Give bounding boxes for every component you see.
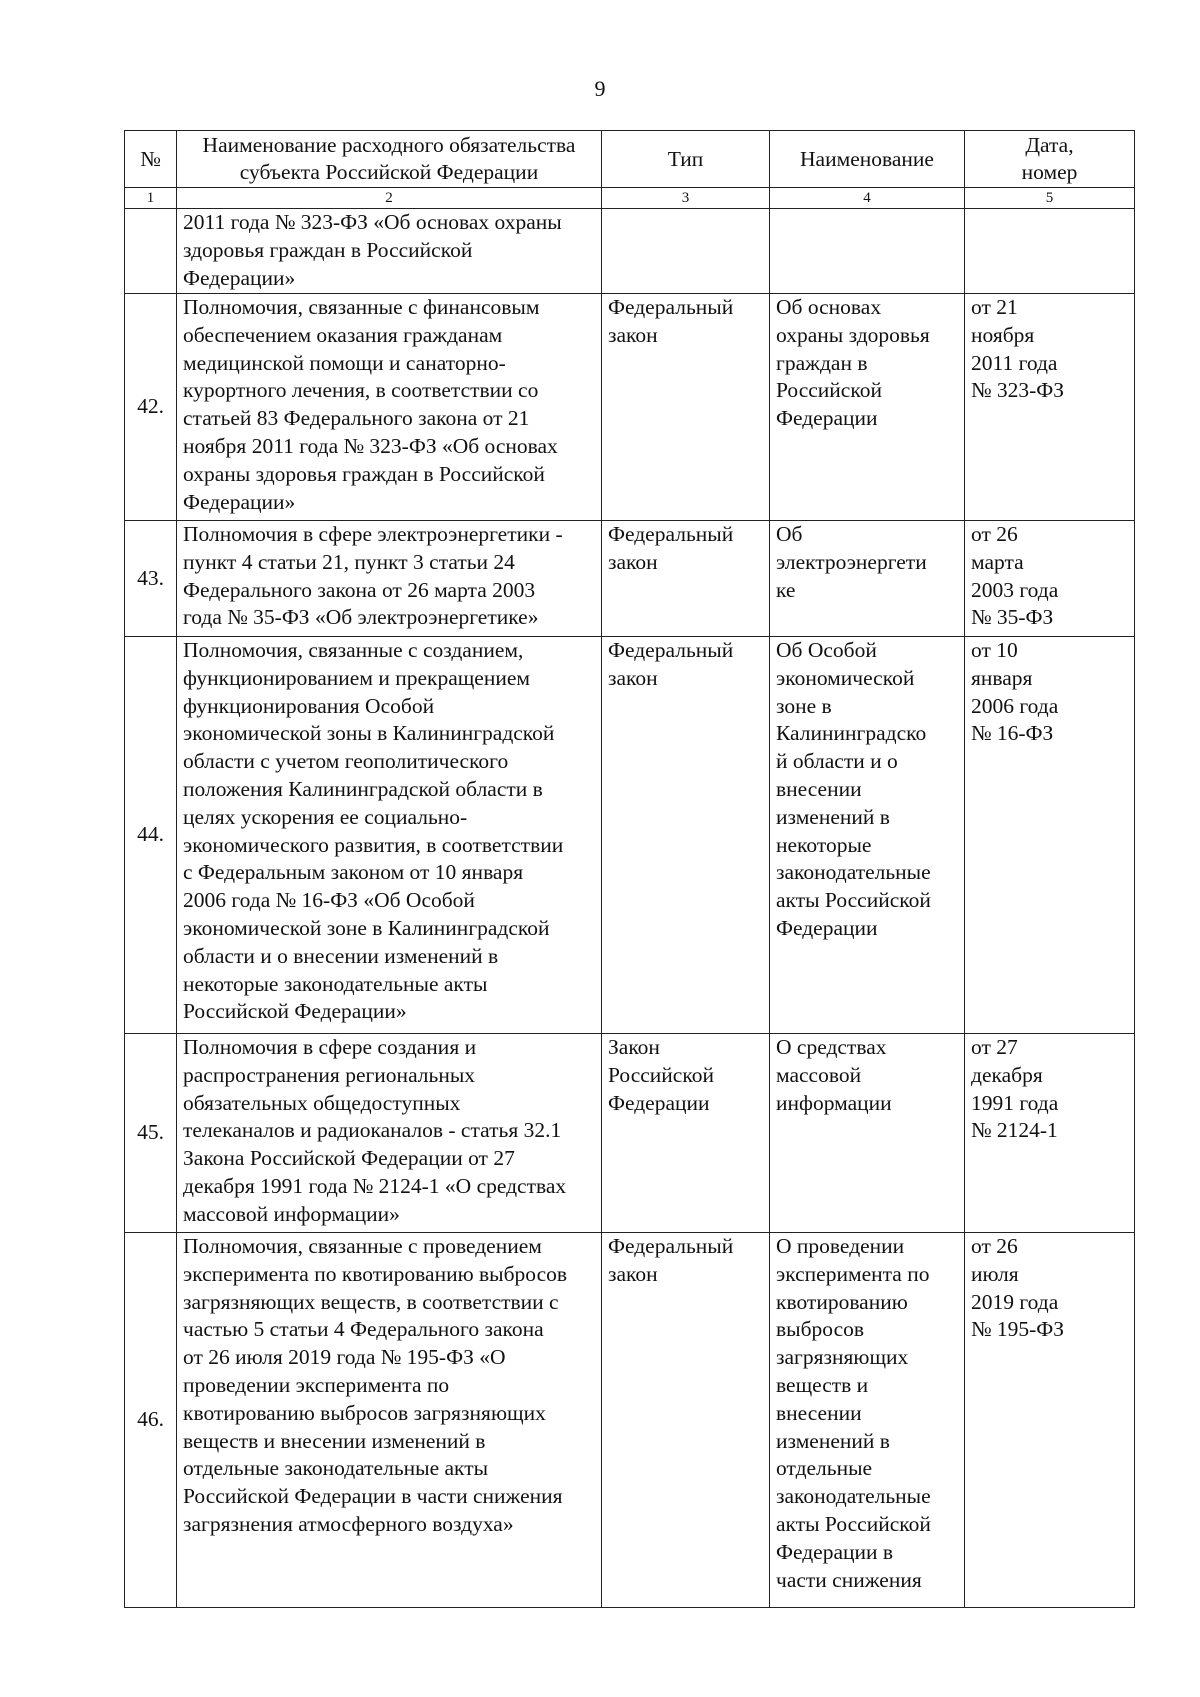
cell-line: квотированию выбросов загрязняющих — [183, 1400, 546, 1425]
header-date-line: Дата, — [1025, 133, 1074, 157]
cell-line: курортного лечения, в соответствии со — [183, 378, 539, 403]
table-row — [125, 521, 1135, 637]
cell-line: Федерации» — [183, 265, 296, 290]
law-name — [770, 521, 965, 637]
obligations-table — [124, 130, 1135, 1608]
header-obligation-line: субъекта Российской Федерации — [239, 160, 539, 184]
cell-line: области с учетом геополитического — [183, 749, 509, 774]
cell-line: Полномочия, связанные с проведением — [183, 1234, 542, 1258]
cell-line: Федерации в — [776, 1539, 894, 1564]
cell-line: марта — [971, 549, 1024, 574]
cell-line: акты Российской — [776, 888, 931, 913]
cell-line: загрязняющих — [776, 1345, 909, 1370]
cell-line: июля — [971, 1261, 1019, 1286]
cell-line: от 10 — [971, 638, 1018, 662]
table-header-row — [125, 131, 1135, 188]
cell-line: выбросов — [776, 1317, 865, 1342]
cell-line: 2006 года № 16-ФЗ «Об Особой — [183, 888, 475, 913]
cell-line: статьей 83 Федерального закона от 21 — [183, 406, 530, 431]
header-number: № — [125, 131, 177, 188]
header-obligation-line: Наименование расходного обязательства — [202, 133, 576, 157]
cell-line: массовой — [776, 1062, 862, 1087]
law-date-number — [965, 637, 1135, 1034]
cell-line: ноября — [971, 322, 1035, 347]
column-number-row — [125, 188, 1135, 209]
cell-line: некоторые законодательные акты — [183, 971, 488, 996]
cell-line: от 26 июля 2019 года № 195-ФЗ «О — [183, 1345, 506, 1370]
cell-line: Российской Федерации в части снижения — [183, 1484, 563, 1509]
cell-line: закон — [608, 549, 658, 574]
cell-line: Российской — [776, 378, 882, 403]
cell-line: Федерации — [608, 1090, 710, 1115]
cell-line: й области и о — [776, 749, 898, 774]
cell-line: 2011 года — [971, 350, 1058, 375]
cell-line: от 27 — [971, 1035, 1018, 1059]
cell-line: Федеральный — [608, 295, 734, 319]
cell-line: Полномочия, связанные с созданием, — [183, 638, 524, 662]
law-date-number — [965, 521, 1135, 637]
law-date-number — [965, 294, 1135, 521]
obligation-description — [177, 637, 602, 1034]
cell-line: 2006 года — [971, 693, 1059, 718]
row-number: 45. — [125, 1034, 177, 1233]
cell-line: Федеральный — [608, 638, 734, 662]
cell-line: ноября 2011 года № 323-ФЗ «Об основах — [183, 433, 558, 458]
cell-line: 2003 года — [971, 577, 1059, 602]
cell-line: закон — [608, 1261, 658, 1286]
page-number: 9 — [594, 76, 606, 101]
cell-line: охраны здоровья граждан в Российской — [183, 461, 545, 486]
cell-line: Полномочия, связанные с финансовым — [183, 295, 540, 319]
cell-line: загрязнения атмосферного воздуха» — [183, 1511, 514, 1536]
law-date-number — [965, 209, 1135, 294]
cell-line: ке — [776, 577, 796, 602]
table-row — [125, 637, 1135, 1034]
cell-line: Закон — [608, 1035, 660, 1059]
cell-line: № 35-ФЗ — [971, 605, 1054, 630]
cell-line: загрязняющих веществ, в соответствии с — [183, 1289, 559, 1314]
cell-line: частью 5 статьи 4 Федерального закона — [183, 1317, 544, 1342]
cell-line: некоторые — [776, 832, 872, 857]
cell-line: Об — [776, 522, 803, 546]
cell-line: эксперимента по квотированию выбросов — [183, 1261, 568, 1286]
cell-line: Федерации» — [183, 489, 296, 514]
cell-line: части снижения — [776, 1567, 922, 1592]
column-number: 5 — [965, 188, 1135, 209]
cell-line: Федерации — [776, 406, 878, 431]
cell-line: функционированием и прекращением — [183, 665, 530, 690]
cell-line: закон — [608, 322, 658, 347]
cell-line: декабря — [971, 1062, 1043, 1087]
header-date-line: номер — [1021, 160, 1078, 184]
header-type: Тип — [602, 131, 770, 188]
cell-line: законодательные — [776, 860, 931, 885]
law-date-number — [965, 1034, 1135, 1233]
cell-line: Федерации — [776, 915, 878, 940]
cell-line: Полномочия в сфере создания и — [183, 1035, 477, 1059]
cell-line: Федеральный — [608, 522, 734, 546]
cell-line: отдельные законодательные акты — [183, 1456, 489, 1481]
row-number — [125, 209, 177, 294]
cell-line: экономической зоне в Калининградской — [183, 915, 550, 940]
cell-line: изменений в — [776, 804, 890, 829]
cell-line: Полномочия в сфере электроэнергетики - — [183, 522, 563, 546]
header-date-number — [965, 131, 1135, 188]
cell-line: здоровья граждан в Российской — [183, 237, 473, 262]
cell-line: экономической зоны в Калининградской — [183, 721, 555, 746]
law-name — [770, 1233, 965, 1608]
cell-line: области и о внесении изменений в — [183, 943, 499, 968]
cell-line: экономического развития, в соответствии — [183, 832, 564, 857]
cell-line: № 16-ФЗ — [971, 721, 1054, 746]
cell-line: законодательные — [776, 1484, 931, 1509]
column-number: 3 — [602, 188, 770, 209]
obligation-description — [177, 521, 602, 637]
cell-line: 2011 года № 323-ФЗ «Об основах охраны — [183, 210, 562, 234]
cell-line: с Федеральным законом от 10 января — [183, 860, 524, 885]
column-number: 1 — [125, 188, 177, 209]
cell-line: 2019 года — [971, 1289, 1059, 1314]
law-type — [602, 294, 770, 521]
obligation-description — [177, 1233, 602, 1608]
law-type — [602, 637, 770, 1034]
cell-line: от 26 — [971, 1234, 1018, 1258]
law-date-number — [965, 1233, 1135, 1608]
law-name — [770, 1034, 965, 1233]
law-name — [770, 209, 965, 294]
cell-line: обязательных общедоступных — [183, 1090, 461, 1115]
law-type — [602, 1233, 770, 1608]
cell-line: от 26 — [971, 522, 1018, 546]
cell-line: внесении — [776, 776, 862, 801]
obligation-description — [177, 209, 602, 294]
row-number: 44. — [125, 637, 177, 1034]
law-name — [770, 294, 965, 521]
cell-line: О проведении — [776, 1234, 905, 1258]
table-row — [125, 1233, 1135, 1608]
column-number: 4 — [770, 188, 965, 209]
cell-line: изменений в — [776, 1428, 890, 1453]
cell-line: проведении эксперимента по — [183, 1372, 450, 1397]
table-row — [125, 294, 1135, 521]
cell-line: закон — [608, 665, 658, 690]
table-row — [125, 1034, 1135, 1233]
cell-line: № 2124-1 — [971, 1118, 1058, 1143]
cell-line: Об основах — [776, 295, 882, 319]
cell-line: Калининградско — [776, 721, 927, 746]
cell-line: № 323-ФЗ — [971, 378, 1065, 403]
cell-line: Закона Российской Федерации от 27 — [183, 1146, 515, 1171]
row-number: 46. — [125, 1233, 177, 1608]
cell-line: функционирования Особой — [183, 693, 435, 718]
cell-line: Федеральный — [608, 1234, 734, 1258]
cell-line: охраны здоровья — [776, 322, 930, 347]
cell-line: веществ и — [776, 1372, 869, 1397]
cell-line: 1991 года — [971, 1090, 1059, 1115]
row-number: 42. — [125, 294, 177, 521]
column-number: 2 — [177, 188, 602, 209]
cell-line: медицинской помощи и санаторно- — [183, 350, 506, 375]
cell-line: массовой информации» — [183, 1201, 400, 1226]
law-name — [770, 637, 965, 1034]
cell-line: зоне в — [776, 693, 832, 718]
cell-line: электроэнергети — [776, 549, 927, 574]
obligation-description — [177, 1034, 602, 1233]
cell-line: граждан в — [776, 350, 868, 375]
cell-line: информации — [776, 1090, 892, 1115]
header-name: Наименование — [770, 131, 965, 188]
cell-line: отдельные — [776, 1456, 873, 1481]
cell-line: квотированию — [776, 1289, 908, 1314]
cell-line: экономической — [776, 665, 915, 690]
cell-line: января — [971, 665, 1033, 690]
law-type — [602, 521, 770, 637]
cell-line: от 21 — [971, 295, 1018, 319]
cell-line: Российской — [608, 1062, 714, 1087]
cell-line: телеканалов и радиоканалов - статья 32.1 — [183, 1118, 562, 1143]
obligation-description — [177, 294, 602, 521]
cell-line: Об Особой — [776, 638, 877, 662]
cell-line: обеспечением оказания гражданам — [183, 322, 503, 347]
cell-line: № 195-ФЗ — [971, 1317, 1065, 1342]
cell-line: Федерального закона от 26 марта 2003 — [183, 577, 536, 602]
cell-line: целях ускорения ее социально- — [183, 804, 468, 829]
cell-line: пункт 4 статьи 21, пункт 3 статьи 24 — [183, 549, 515, 574]
cell-line: акты Российской — [776, 1511, 931, 1536]
row-number: 43. — [125, 521, 177, 637]
cell-line: года № 35-ФЗ «Об электроэнергетике» — [183, 605, 539, 630]
cell-line: эксперимента по — [776, 1261, 930, 1286]
cell-line: внесении — [776, 1400, 862, 1425]
cell-line: декабря 1991 года № 2124-1 «О средствах — [183, 1173, 567, 1198]
cell-line: положения Калининградской области в — [183, 776, 543, 801]
cell-line: веществ и внесении изменений в — [183, 1428, 486, 1453]
law-type — [602, 1034, 770, 1233]
cell-line: Российской Федерации» — [183, 999, 407, 1024]
header-obligation-name — [177, 131, 602, 188]
cell-line: распространения региональных — [183, 1062, 476, 1087]
law-type — [602, 209, 770, 294]
table-row — [125, 209, 1135, 294]
cell-line: О средствах — [776, 1035, 887, 1059]
